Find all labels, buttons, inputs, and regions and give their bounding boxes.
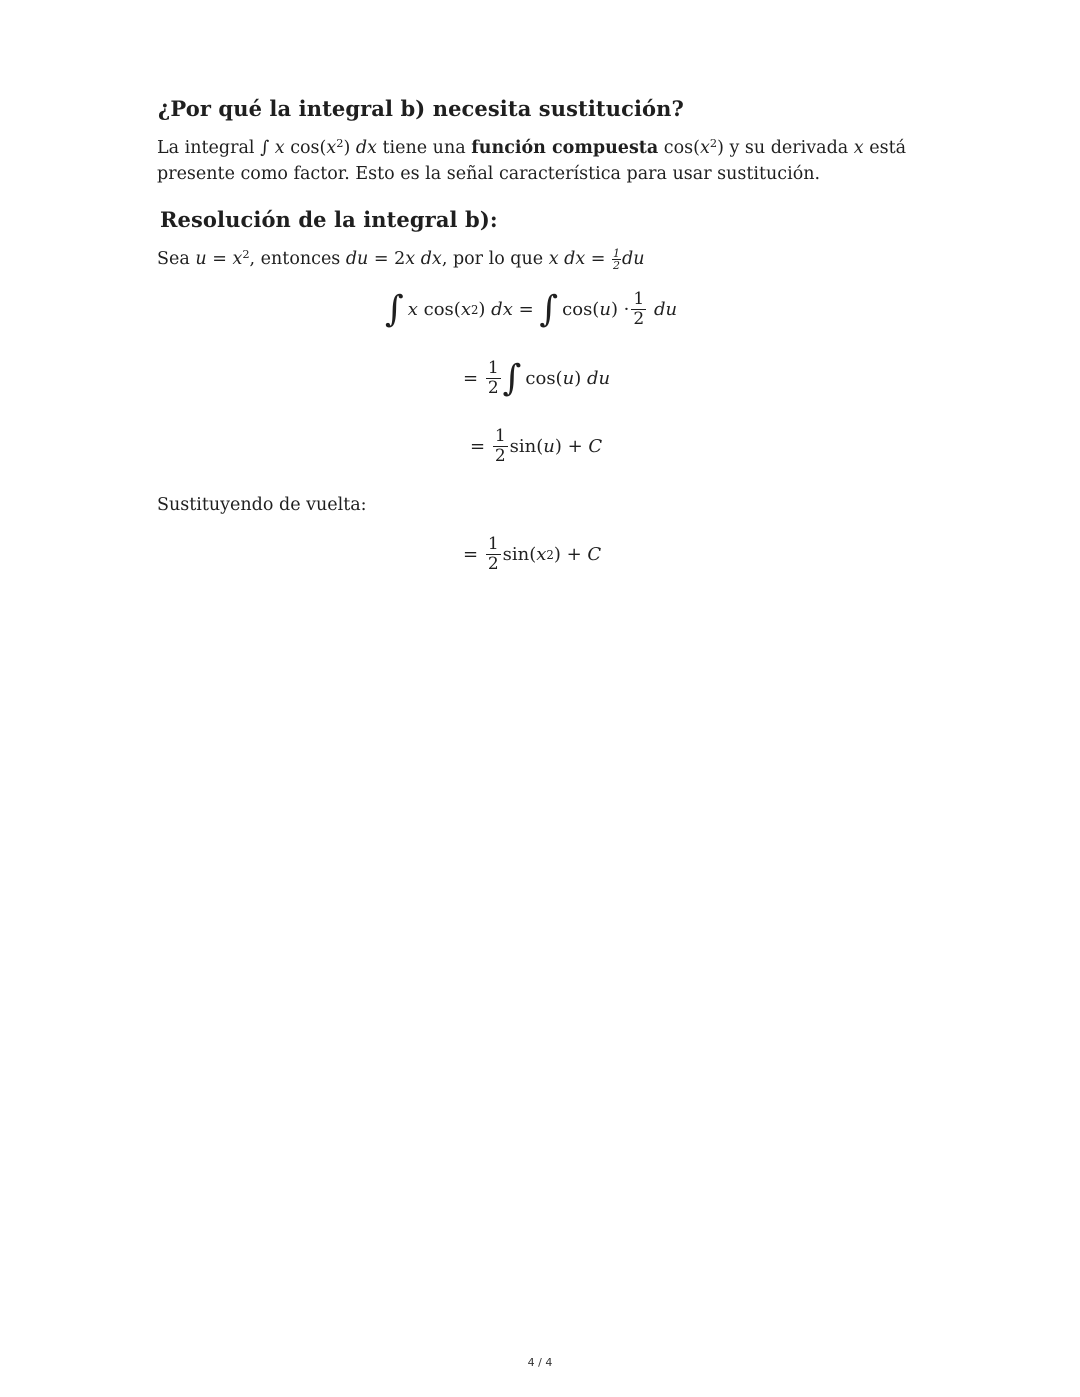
math-du-def: du = 2x dx — [345, 249, 442, 269]
equation-step-2: = $\frac{1}{2}$ ∫ cos( u ) du — [463, 357, 611, 399]
text-fragment: y su derivada — [729, 138, 849, 158]
bold-term: función compuesta — [471, 138, 659, 158]
section-heading-resolution: Resolución de la integral b): — [160, 207, 498, 232]
math-x: x — [853, 138, 864, 158]
math-u-def: $u = x^2$ — [195, 246, 250, 269]
text-fragment: , entonces — [249, 249, 341, 269]
text-fragment: tiene una — [382, 138, 466, 158]
text-fragment: Sea — [157, 249, 190, 269]
text-fragment: , por lo que — [441, 249, 544, 269]
equation-step-1: ∫ x cos( x 2 ) dx = ∫ cos( u ) · $\frac{1}{2}$ du — [385, 288, 678, 330]
math-integral-inline: ∫ x $\cos(x^2)$ dx — [260, 135, 377, 158]
math-xdx: x dx = $\frac{1}{2}$ du — [548, 247, 645, 272]
text-fragment: La integral — [157, 138, 255, 158]
back-substitution-label: Sustituyendo de vuelta: — [157, 495, 367, 515]
paragraph-explanation — [157, 135, 917, 187]
paragraph-substitution — [157, 246, 645, 272]
page-number: 4 / 4 — [527, 1356, 553, 1369]
section-heading-why-substitution: ¿Por qué la integral b) necesita sustitución? — [158, 96, 684, 121]
text-fragment: está presente como factor. Esto es la señal característica para usar sustitución. — [157, 138, 907, 184]
equation-step-3: = $\frac{1}{2}$ sin( u ) + C — [470, 426, 603, 466]
equation-final: = $\frac{1}{2}$ sin( x 2 ) + C — [463, 534, 602, 574]
math-composite: $\cos(x^2)$ — [663, 135, 724, 158]
